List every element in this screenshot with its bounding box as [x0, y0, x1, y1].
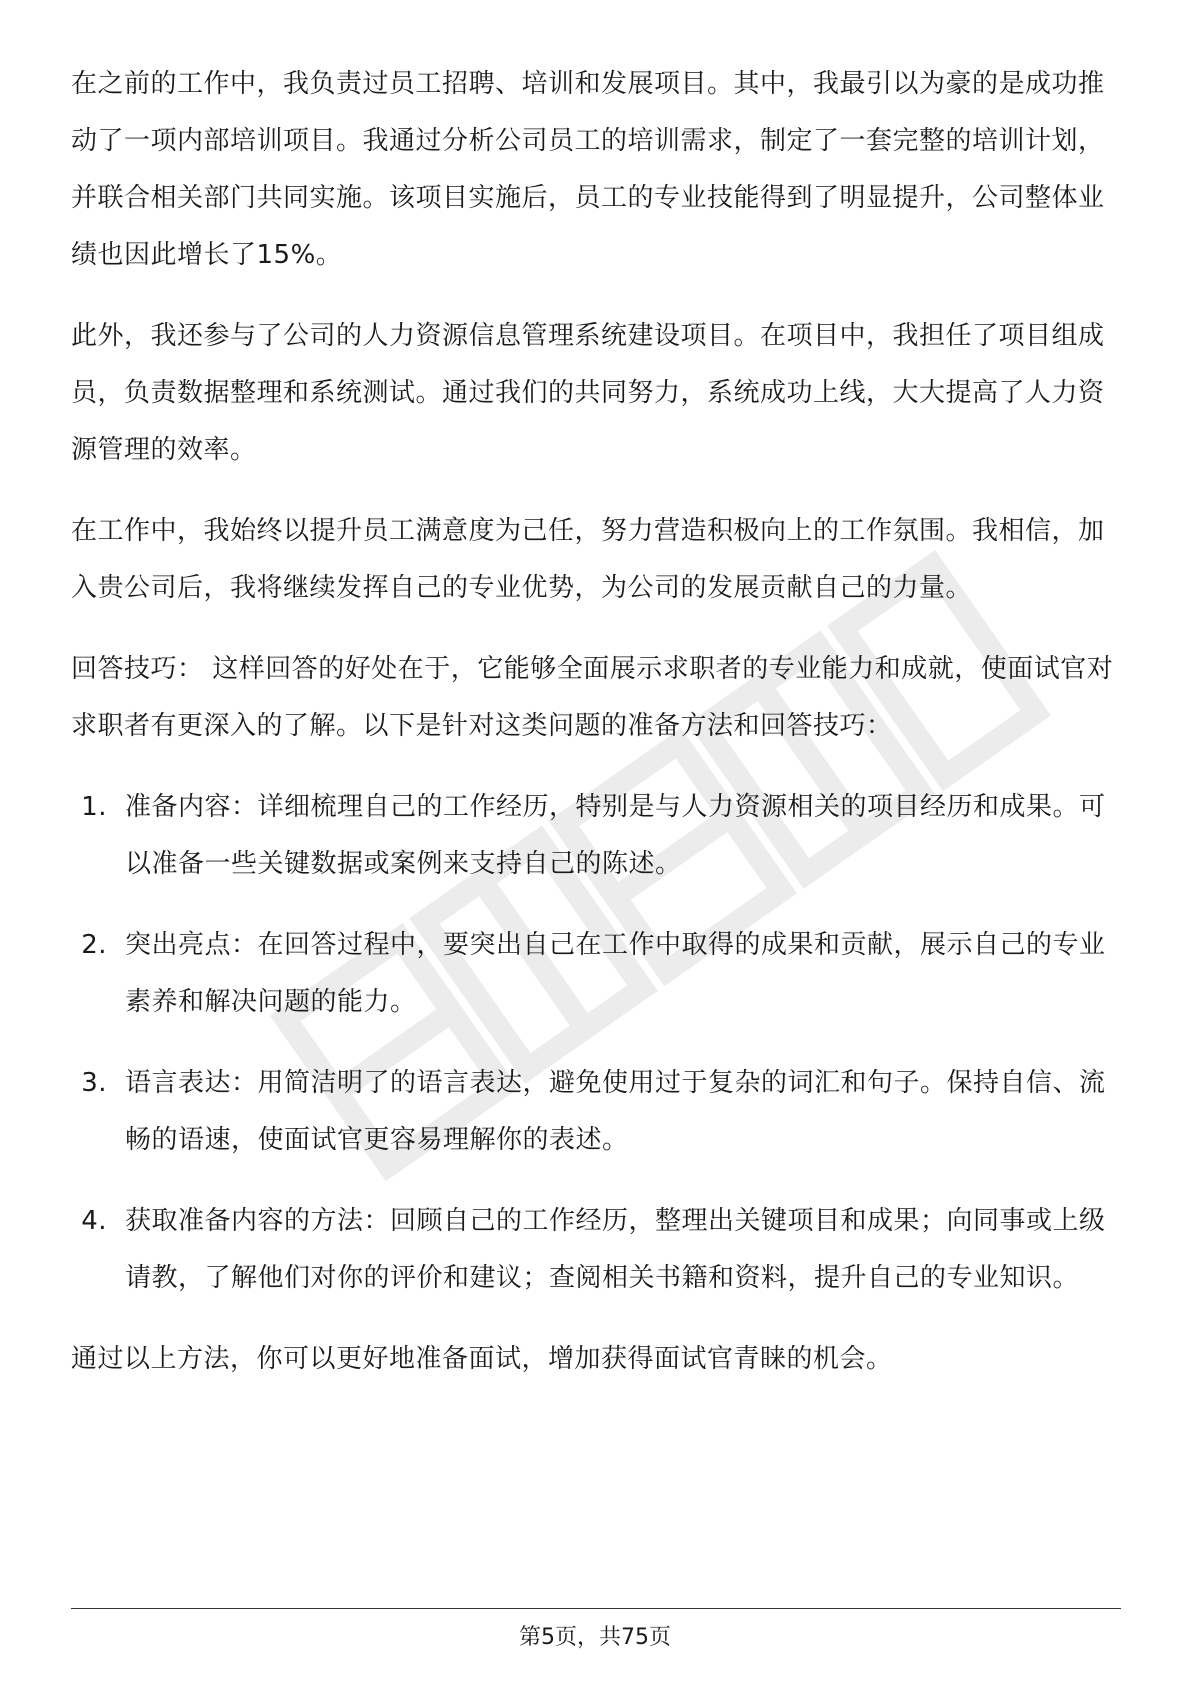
list-item-text: 语言表达：用简洁明了的语言表达，避免使用过于复杂的词汇和句子。保持自信、流畅的语速，使面试官更容易理解你的表述。: [125, 1068, 1106, 1155]
page-number: 第5页，共75页: [519, 1625, 671, 1650]
list-item-number: 1.: [81, 792, 107, 822]
list-item-number: 3.: [81, 1068, 107, 1098]
list-item: [71, 779, 1121, 893]
paragraph-answer-tips: 回答技巧： 这样回答的好处在于，它能够全面展示求职者的专业能力和成就，使面试官对求职者有更深入的了解。以下是针对这类问题的准备方法和回答技巧：: [71, 654, 1114, 741]
list-item: [71, 1193, 1121, 1307]
list-item-number: 2.: [81, 930, 107, 960]
document-body: [71, 56, 1121, 1412]
list-item: [71, 917, 1121, 1031]
list-item-number: 4.: [81, 1206, 107, 1236]
paragraph-commitment: 在工作中，我始终以提升员工满意度为己任，努力营造积极向上的工作氛围。我相信，加入贵公司后，我将继续发挥自己的专业优势，为公司的发展贡献自己的力量。: [71, 516, 1105, 603]
list-item-text: 突出亮点：在回答过程中，要突出自己在工作中取得的成果和贡献，展示自己的专业素养和解决问题的能力。: [125, 930, 1106, 1017]
footer-divider: [71, 1608, 1121, 1609]
paragraph-closing: 通过以上方法，你可以更好地准备面试，增加获得面试官青睐的机会。: [71, 1344, 893, 1374]
list-item-text: 获取准备内容的方法：回顾自己的工作经历，整理出关键项目和成果；向同事或上级请教，了解他们对你的评价和建议；查阅相关书籍和资料，提升自己的专业知识。: [125, 1206, 1106, 1293]
list-item-text: 准备内容：详细梳理自己的工作经历，特别是与人力资源相关的项目经历和成果。可以准备一些关键数据或案例来支持自己的陈述。: [125, 792, 1106, 879]
tips-list: [71, 779, 1121, 1307]
paragraph-experience: 在之前的工作中，我负责过员工招聘、培训和发展项目。其中，我最引以为豪的是成功推动了一项内部培训项目。我通过分析公司员工的培训需求，制定了一套完整的培训计划，并联合相关部门共同实施。该项目实施后，员工的专业技能得到了明显提升，公司整体业绩也因此增长了15%。: [71, 69, 1105, 270]
paragraph-hris-project: 此外，我还参与了公司的人力资源信息管理系统建设项目。在项目中，我担任了项目组成员，负责数据整理和系统测试。通过我们的共同努力，系统成功上线，大大提高了人力资源管理的效率。: [71, 321, 1105, 465]
list-item: [71, 1055, 1121, 1169]
